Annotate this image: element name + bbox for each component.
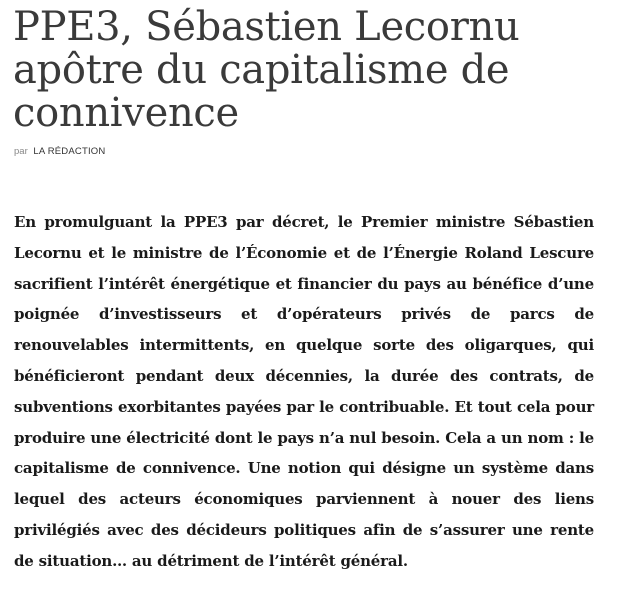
article-title: PPE3, Sébastien Lecornu apôtre du capitalisme de connivence [13, 4, 520, 136]
author-link[interactable]: LA RÉDACTION [33, 146, 106, 157]
byline-prefix: par [14, 146, 28, 157]
byline [14, 146, 105, 158]
article-lede: En promulguant la PPE3 par décret, le Premier ministre Sébastien Lecornu et le ministre de l’Économie et de l’Énergie Roland Lescure sacrifient l’intérêt énergétique et financier du pays au bénéfice d’une poignée d’investisseurs et d’opérateurs privés de parcs de renouvelables intermittents, en quelque sorte des oligarques, qui bénéficieront pendant deux décennies, la durée des contrats, de subventions exorbitantes payées par le contribuable. Et tout cela pour produire une électricité dont le pays n’a nul besoin. Cela a un nom : le capitalisme de connivence. Une notion qui désigne un système dans lequel des acteurs économiques parviennent à nouer des liens privilégiés avec des décideurs politiques afin de s’assurer une rente de situation… au détriment de l’intérêt général. [14, 213, 594, 570]
